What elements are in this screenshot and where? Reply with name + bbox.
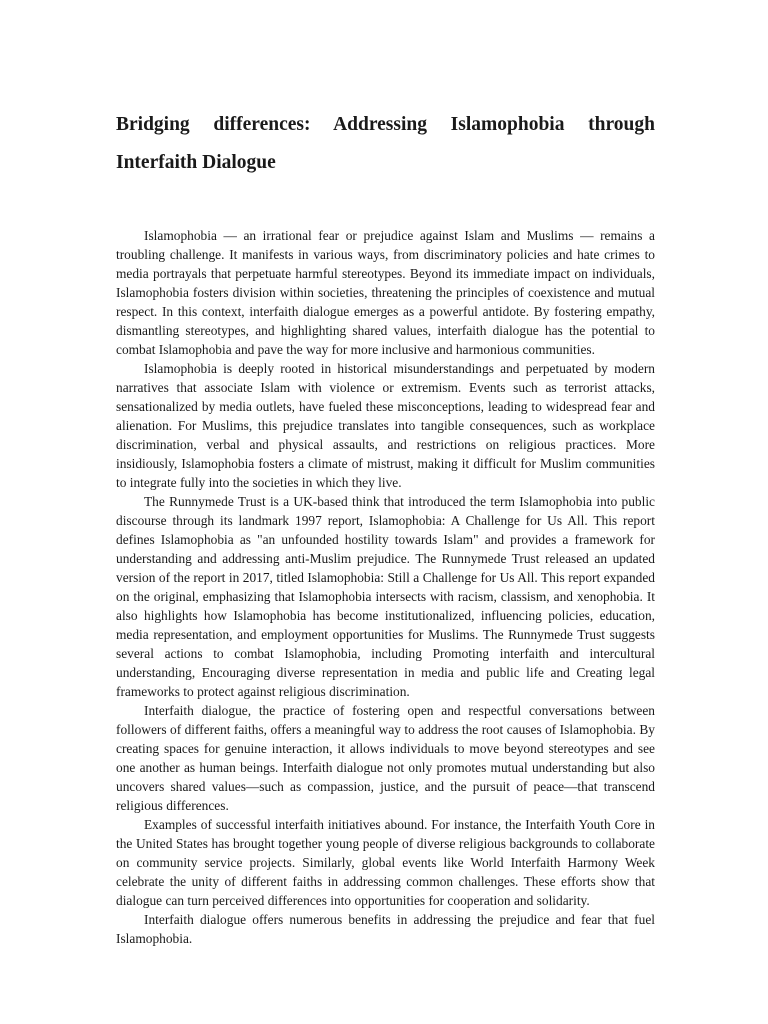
document-title: Bridging differences: Addressing Islamophobia through Interfaith Dialogue <box>116 114 655 173</box>
paragraph-6: Interfaith dialogue offers numerous benefits in addressing the prejudice and fear that fuel Islamophobia. <box>116 912 655 946</box>
paragraph-4: Interfaith dialogue, the practice of fostering open and respectful conversations between followers of different faiths, offers a meaningful way to address the root causes of Islamophobia. By creating spaces for genuine interaction, it allows individuals to move beyond stereotypes and see one another as human beings. Interfaith dialogue not only promotes mutual understanding but also uncovers shared values—such as compassion, justice, and the pursuit of peace—that transcend religious differences. <box>116 703 655 813</box>
paragraph-2: Islamophobia is deeply rooted in historical misunderstandings and perpetuated by modern narratives that associate Islam with violence or extremism. Events such as terrorist attacks, sensationalized by media outlets, have fueled these misconceptions, leading to widespread fear and alienation. For Muslims, this prejudice translates into tangible consequences, such as workplace discrimination, verbal and physical assaults, and restrictions on religious practices. More insidiously, Islamophobia fosters a climate of mistrust, making it difficult for Muslim communities to integrate fully into the societies in which they live. <box>116 361 655 490</box>
document-page <box>116 0 655 948</box>
paragraph-1: Islamophobia — an irrational fear or prejudice against Islam and Muslims — remains a troubling challenge. It manifests in various ways, from discriminatory policies and hate crimes to media portrayals that perpetuate harmful stereotypes. Beyond its immediate impact on individuals, Islamophobia fosters division within societies, threatening the principles of coexistence and mutual respect. In this context, interfaith dialogue emerges as a powerful antidote. By fostering empathy, dismantling stereotypes, and highlighting shared values, interfaith dialogue has the potential to combat Islamophobia and pave the way for more inclusive and harmonious communities. <box>116 228 655 357</box>
paragraph-3: The Runnymede Trust is a UK-based think that introduced the term Islamophobia into public discourse through its landmark 1997 report, Islamophobia: A Challenge for Us All. This report defines Islamophobia as "an unfounded hostility towards Islam" and provides a framework for understanding and addressing anti-Muslim prejudice. The Runnymede Trust released an updated version of the report in 2017, titled Islamophobia: Still a Challenge for Us All. This report expanded on the original, emphasizing that Islamophobia intersects with racism, classism, and xenophobia. It also highlights how Islamophobia has become institutionalized, influencing policies, education, media representation, and employment opportunities for Muslims. The Runnymede Trust suggests several actions to combat Islamophobia, including Promoting interfaith and intercultural understanding, Encouraging diverse representation in media and public life and Creating legal frameworks to protect against religious discrimination. <box>116 494 655 699</box>
document-body <box>116 226 655 948</box>
paragraph-5: Examples of successful interfaith initiatives abound. For instance, the Interfaith Youth Core in the United States has brought together young people of diverse religious backgrounds to collaborate on community service projects. Similarly, global events like World Interfaith Harmony Week celebrate the unity of different faiths in addressing common challenges. These efforts show that dialogue can turn perceived differences into opportunities for cooperation and solidarity. <box>116 817 655 908</box>
